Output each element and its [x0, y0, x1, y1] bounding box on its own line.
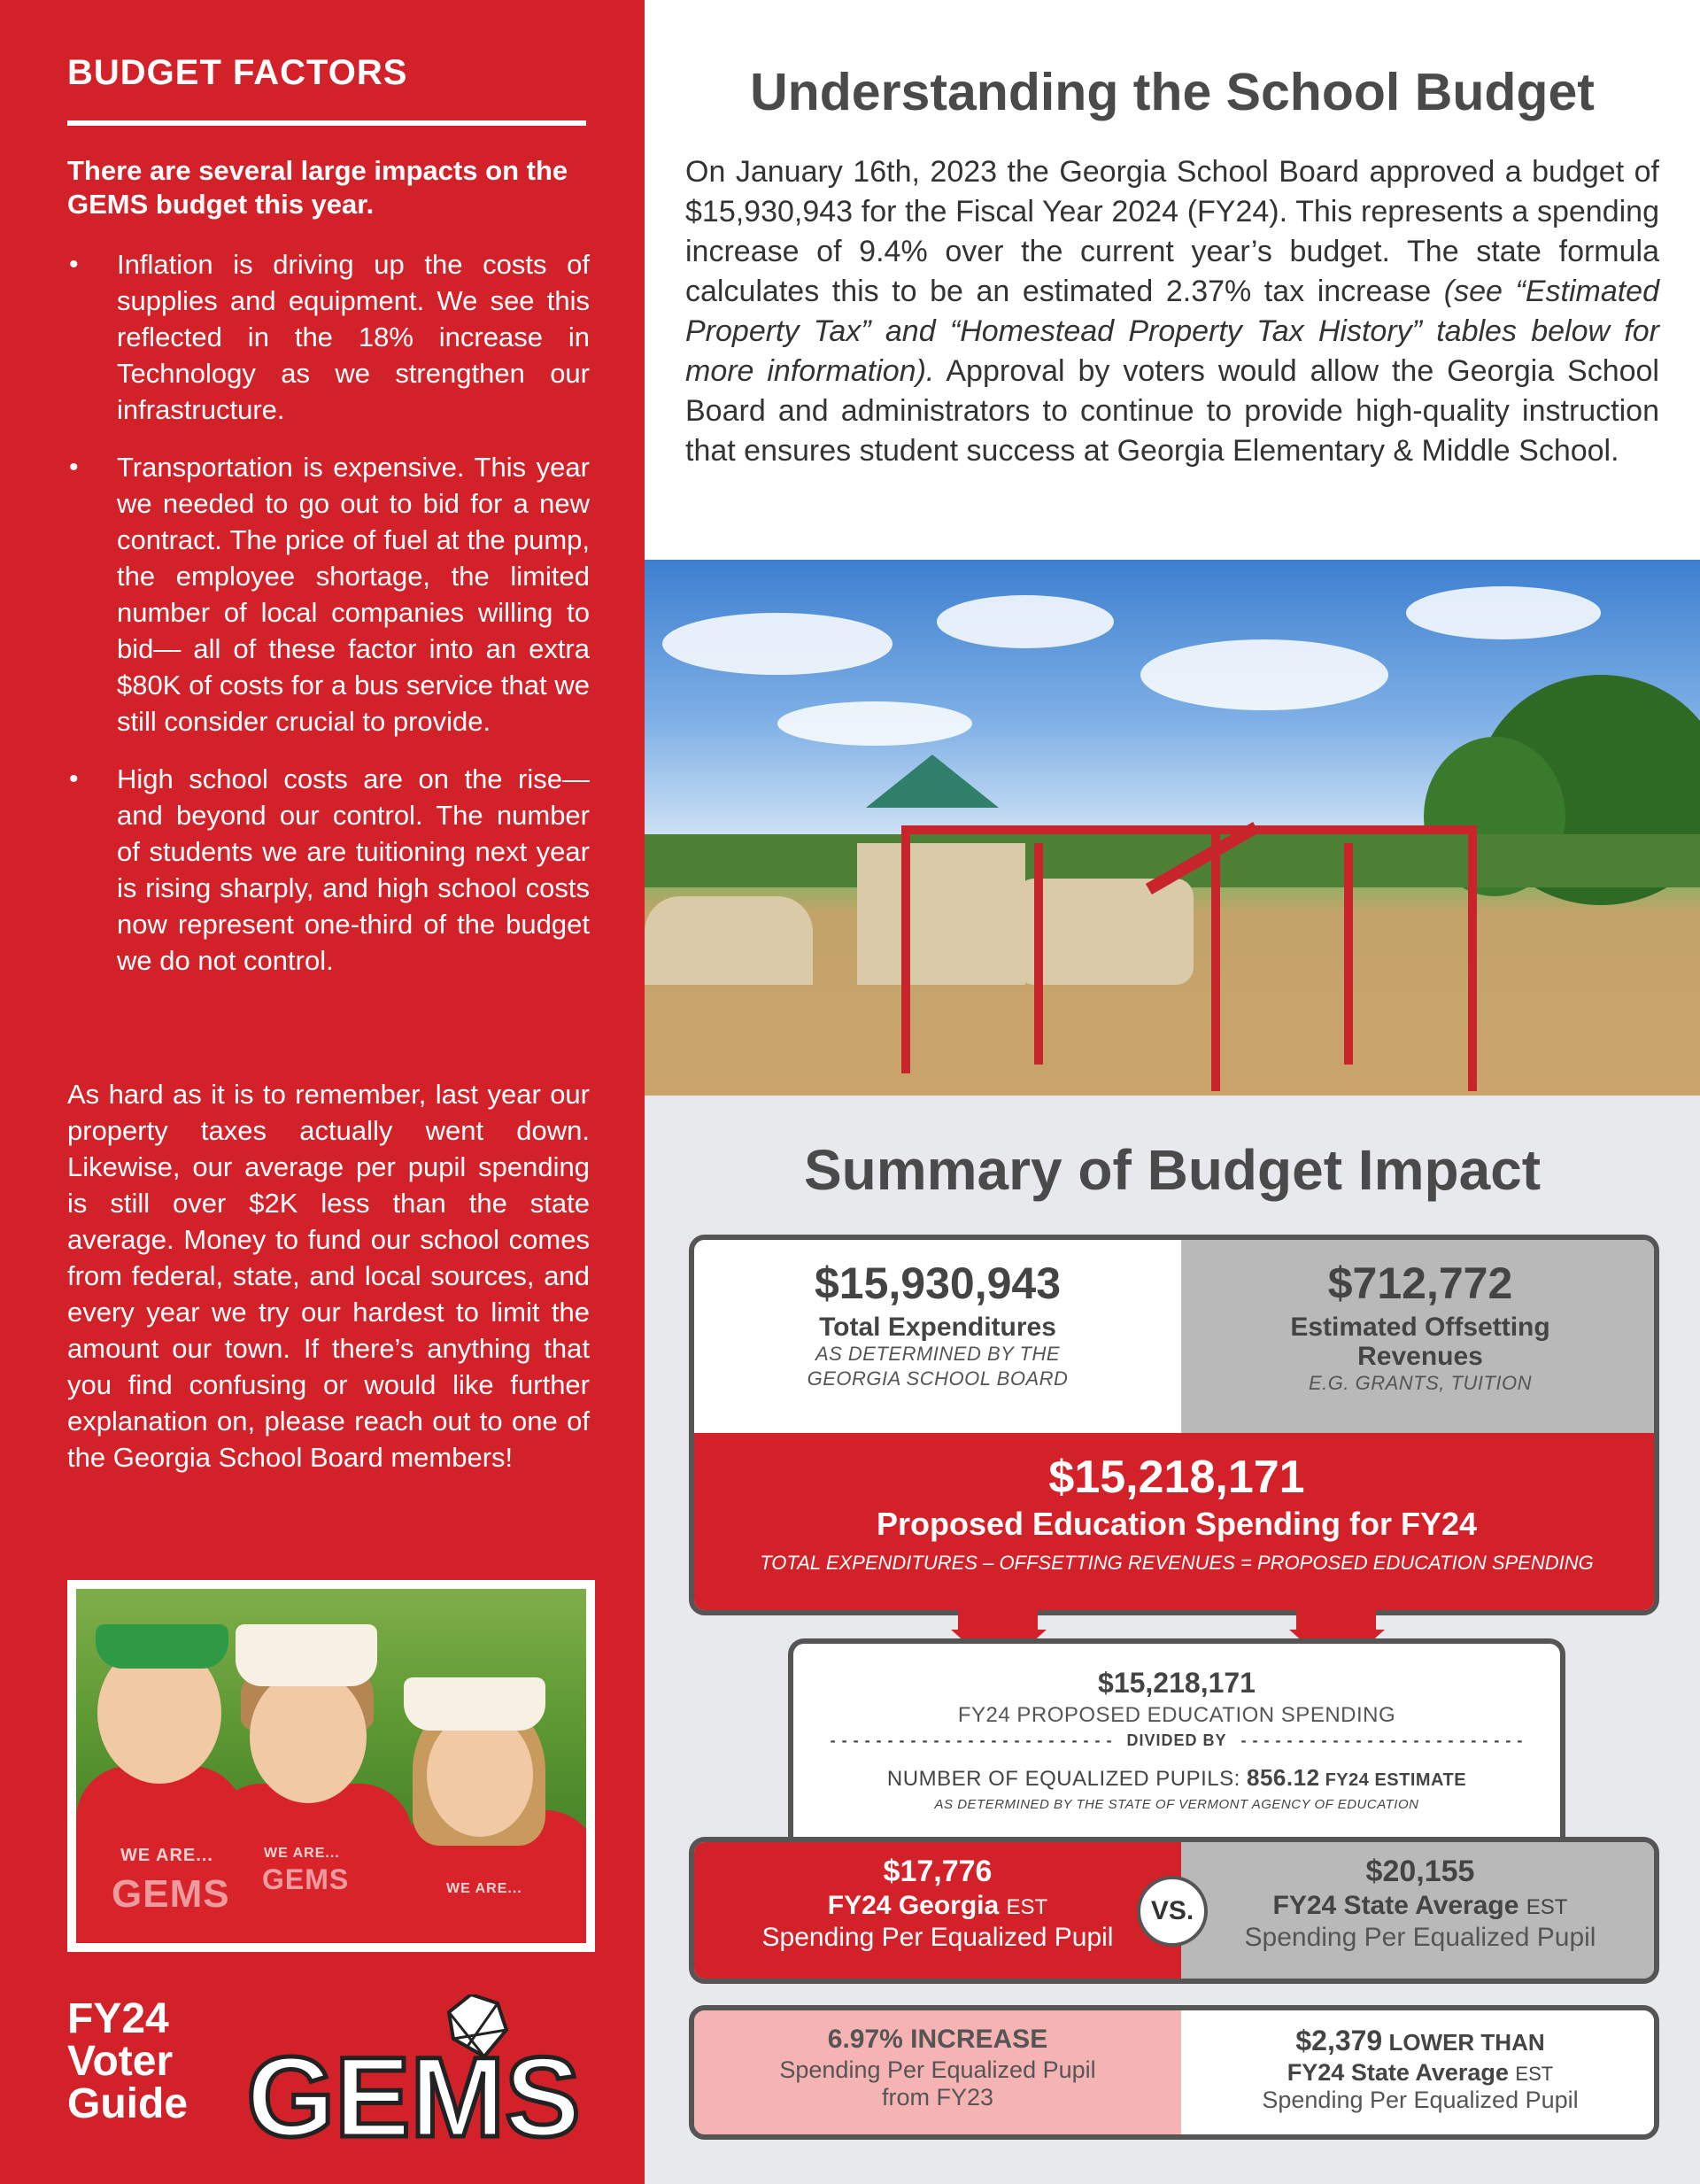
shirt-text: GEMS — [112, 1872, 230, 1916]
sidebar-closing-paragraph: As hard as it is to remember, last year our property taxes actually went down. Likewise, our average per pupil spending is still over $2K less than the state average. Money to fund our school comes from federal, state, and local sources, and every year we try our hardest to limit the amount our town. If there’s anything that you find confusing or would like further explanation on, please reach out to one of the Georgia School Board members! — [67, 1079, 590, 1473]
change-summary-box — [689, 2005, 1659, 2140]
proposed-spending-panel — [694, 1433, 1659, 1615]
georgia-per-pupil-label — [694, 1891, 1181, 1921]
equalized-pupils-label: NUMBER OF EQUALIZED PUPILS: — [886, 1767, 1247, 1791]
divided-by-divider — [793, 1731, 1560, 1750]
offsetting-revenues-value: $712,772 — [1327, 1259, 1513, 1308]
per-pupil-caption: Spending Per Equalized Pupil — [761, 1923, 1114, 1952]
summary-title: Summary of Budget Impact — [803, 1138, 1542, 1202]
proposed-spending-formula: TOTAL EXPENDITURES – OFFSETTING REVENUES = PROPOSED EDUCATION SPENDING — [760, 1552, 1594, 1574]
sidebar-heading: BUDGET FACTORS — [67, 53, 408, 92]
intro-italic-note: (see “Estimated Property Tax” and “Homestead Property Tax History” tables below for more information). — [685, 275, 1659, 388]
vs-badge: VS. — [1137, 1876, 1208, 1947]
voter-guide-line: Guide — [67, 2080, 189, 2127]
lower-than-text: LOWER THAN — [1382, 2029, 1545, 2056]
divided-by-label: DIVIDED BY — [1126, 1731, 1227, 1749]
equalized-pupils-estimate: FY24 ESTIMATE — [1319, 1770, 1467, 1790]
estimate-tag: EST — [1006, 1895, 1048, 1919]
equalized-pupils-source: AS DETERMINED BY THE STATE OF VERMONT AGENCY OF EDUCATION — [934, 1797, 1419, 1812]
intro-paragraph — [685, 152, 1659, 471]
lower-than-value: $2,379 — [1295, 2025, 1383, 2056]
student-face — [250, 1670, 367, 1803]
logo-text: GEMS — [246, 2034, 581, 2154]
gems-logo — [232, 1994, 595, 2154]
intro-text: On January 16th, 2023 the Georgia School Board approved a budget of $15,930,943 for the Fiscal Year 2024 (FY24). This represents a spending increase of 9.4% over the current year’s budget. The state formula calculates this to be an estimated 2.37% tax increase — [685, 155, 1659, 308]
lower-than-line — [1181, 2025, 1659, 2057]
state-label-text: FY24 State Average — [1272, 1891, 1519, 1920]
proposed-spending-label: Proposed Education Spending for FY24 — [876, 1506, 1478, 1542]
budget-factor-list — [67, 246, 590, 1000]
georgia-label-text: FY24 Georgia — [827, 1891, 1000, 1920]
offsetting-revenues-label: Revenues — [1357, 1342, 1483, 1371]
bullet-icon: • — [69, 764, 79, 794]
list-item — [67, 246, 590, 428]
georgia-per-pupil-value: $17,776 — [883, 1855, 993, 1888]
bullet-text: Inflation is driving up the costs of supplies and equipment. We see this reflected in the 18% increase in Technology as we strengthen our infrastructure. — [117, 249, 590, 425]
sidebar — [0, 0, 645, 2184]
student-face — [427, 1713, 533, 1837]
paper-crown — [96, 1624, 228, 1669]
shirt-text: WE ARE... — [264, 1846, 340, 1861]
heading-divider — [67, 120, 586, 126]
intro-text: Approval by voters would allow the Georgia School Board and administrators to continue to provide high-quality instruction that ensures student success at Georgia Elementary & Middle School. — [685, 354, 1659, 468]
state-label-text: FY24 State Average — [1287, 2059, 1509, 2086]
shirt-text: WE ARE... — [446, 1881, 522, 1896]
offsetting-revenues-panel — [1181, 1240, 1659, 1433]
shirt-text: GEMS — [262, 1863, 350, 1895]
dash-line: - - - - - - - - - - - - - - - - - - - - - - - - - — [830, 1731, 1113, 1749]
lower-than-state-panel — [1181, 2010, 1659, 2140]
estimate-tag: EST — [1526, 1895, 1568, 1919]
total-expenditures-panel — [694, 1240, 1181, 1433]
students-photo — [76, 1589, 586, 1943]
students-photo-frame — [67, 1580, 595, 1952]
per-pupil-caption: Spending Per Equalized Pupil — [1262, 2087, 1579, 2113]
dash-line: - - - - - - - - - - - - - - - - - - - - - - - - - — [1240, 1731, 1524, 1749]
list-item — [67, 449, 590, 740]
increase-caption: Spending Per Equalized Pupil — [779, 2056, 1096, 2083]
equalized-pupils-value: 856.12 — [1247, 1764, 1320, 1791]
estimate-tag: EST — [1515, 2063, 1554, 2085]
voter-guide-line: Voter — [67, 2038, 174, 2085]
per-pupil-caption: Spending Per Equalized Pupil — [1244, 1923, 1596, 1952]
paper-crown — [236, 1624, 377, 1686]
lower-than-label — [1181, 2059, 1659, 2087]
shirt-text: WE ARE... — [120, 1846, 213, 1865]
total-expenditures-label: Total Expenditures — [819, 1313, 1056, 1342]
page-title: Understanding the School Budget — [750, 63, 1595, 121]
georgia-per-pupil-panel — [694, 1842, 1181, 1984]
playground-photo — [645, 560, 1700, 1096]
offsetting-revenues-label: Estimated Offsetting — [1290, 1313, 1550, 1342]
paper-crown — [404, 1677, 545, 1731]
total-expenditures-value: $15,930,943 — [814, 1259, 1062, 1308]
proposed-spending-value: $15,218,171 — [1048, 1452, 1305, 1503]
division-label: FY24 PROPOSED EDUCATION SPENDING — [957, 1703, 1396, 1727]
increase-caption: from FY23 — [881, 2084, 994, 2110]
state-average-panel — [1181, 1842, 1659, 1984]
bullet-text: High school costs are on the rise— and beyond our control. The number of students we are tuitioning next year is rising sharply, and high school costs now represent one-third of the budget we do not control. — [117, 763, 590, 976]
per-pupil-calculation-box — [788, 1638, 1565, 1837]
state-average-label — [1181, 1891, 1659, 1921]
voter-guide-line: FY24 — [67, 1995, 169, 2042]
increase-panel — [694, 2010, 1181, 2140]
increase-label: 6.97% INCREASE — [827, 2025, 1048, 2054]
total-expenditures-note: AS DETERMINED BY THE — [815, 1343, 1061, 1365]
bullet-icon: • — [69, 250, 79, 279]
state-average-value: $20,155 — [1365, 1855, 1475, 1888]
equalized-pupils-line — [793, 1764, 1560, 1792]
voter-guide-title — [67, 1995, 189, 2127]
offsetting-revenues-note: E.G. GRANTS, TUITION — [1308, 1372, 1532, 1394]
sidebar-intro: There are several large impacts on the GEMS budget this year. — [67, 155, 568, 220]
total-expenditures-note: GEORGIA SCHOOL BOARD — [807, 1367, 1069, 1390]
budget-breakdown-box — [689, 1235, 1659, 1615]
bullet-icon: • — [69, 453, 79, 482]
bullet-text: Transportation is expensive. This year we needed to go out to bid for a new contract. The price of fuel at the pump, the employee shortage, the limited number of local companies willing to bid— all of these factor into an extra $80K of costs for a bus service that we still consider crucial to provide. — [117, 452, 590, 737]
list-item — [67, 761, 590, 979]
division-value: $15,218,171 — [1098, 1667, 1256, 1699]
